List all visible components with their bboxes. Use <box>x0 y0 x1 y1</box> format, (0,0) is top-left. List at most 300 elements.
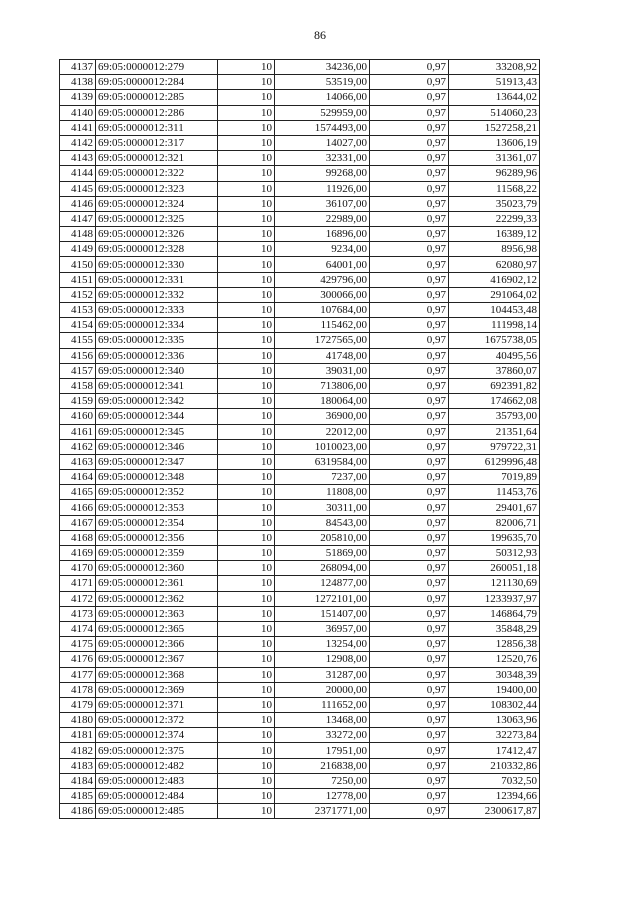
row-number-cell: 4159 <box>60 394 96 409</box>
area-value-cell: 7237,00 <box>275 470 370 485</box>
table-row <box>60 303 540 318</box>
table-row <box>60 439 540 454</box>
cadastral-number-cell: 69:05:0000012:340 <box>96 363 218 378</box>
group-code-cell: 10 <box>218 424 275 439</box>
coefficient-cell: 0,97 <box>370 272 449 287</box>
table-row <box>60 166 540 181</box>
cadastral-number-cell: 69:05:0000012:317 <box>96 135 218 150</box>
table-row <box>60 546 540 561</box>
area-value-cell: 36957,00 <box>275 621 370 636</box>
cadastral-value-cell: 13644,02 <box>449 90 540 105</box>
cadastral-value-cell: 291064,02 <box>449 287 540 302</box>
group-code-cell: 10 <box>218 454 275 469</box>
cadastral-value-cell: 11568,22 <box>449 181 540 196</box>
table-row <box>60 515 540 530</box>
group-code-cell: 10 <box>218 181 275 196</box>
table-row <box>60 287 540 302</box>
cadastral-number-cell: 69:05:0000012:375 <box>96 743 218 758</box>
row-number-cell: 4138 <box>60 75 96 90</box>
row-number-cell: 4164 <box>60 470 96 485</box>
cadastral-number-cell: 69:05:0000012:374 <box>96 728 218 743</box>
area-value-cell: 36107,00 <box>275 196 370 211</box>
cadastral-value-cell: 174662,08 <box>449 394 540 409</box>
row-number-cell: 4147 <box>60 211 96 226</box>
area-value-cell: 268094,00 <box>275 561 370 576</box>
area-value-cell: 53519,00 <box>275 75 370 90</box>
area-value-cell: 7250,00 <box>275 773 370 788</box>
cadastral-number-cell: 69:05:0000012:362 <box>96 591 218 606</box>
coefficient-cell: 0,97 <box>370 470 449 485</box>
coefficient-cell: 0,97 <box>370 561 449 576</box>
cadastral-value-cell: 108302,44 <box>449 697 540 712</box>
cadastral-value-cell: 7019,89 <box>449 470 540 485</box>
table-row <box>60 621 540 636</box>
cadastral-value-cell: 31361,07 <box>449 151 540 166</box>
row-number-cell: 4184 <box>60 773 96 788</box>
cadastral-value-cell: 16389,12 <box>449 227 540 242</box>
group-code-cell: 10 <box>218 166 275 181</box>
cadastral-number-cell: 69:05:0000012:483 <box>96 773 218 788</box>
cadastral-number-cell: 69:05:0000012:352 <box>96 485 218 500</box>
coefficient-cell: 0,97 <box>370 424 449 439</box>
row-number-cell: 4143 <box>60 151 96 166</box>
row-number-cell: 4144 <box>60 166 96 181</box>
row-number-cell: 4177 <box>60 667 96 682</box>
coefficient-cell: 0,97 <box>370 75 449 90</box>
table-row <box>60 591 540 606</box>
cadastral-number-cell: 69:05:0000012:369 <box>96 682 218 697</box>
table-row <box>60 530 540 545</box>
area-value-cell: 180064,00 <box>275 394 370 409</box>
group-code-cell: 10 <box>218 211 275 226</box>
row-number-cell: 4183 <box>60 758 96 773</box>
cadastral-number-cell: 69:05:0000012:324 <box>96 196 218 211</box>
cadastral-value-cell: 11453,76 <box>449 485 540 500</box>
coefficient-cell: 0,97 <box>370 515 449 530</box>
area-value-cell: 429796,00 <box>275 272 370 287</box>
area-value-cell: 13254,00 <box>275 637 370 652</box>
row-number-cell: 4142 <box>60 135 96 150</box>
group-code-cell: 10 <box>218 378 275 393</box>
cadastral-number-cell: 69:05:0000012:342 <box>96 394 218 409</box>
coefficient-cell: 0,97 <box>370 773 449 788</box>
table-row <box>60 333 540 348</box>
cadastral-number-cell: 69:05:0000012:361 <box>96 576 218 591</box>
area-value-cell: 6319584,00 <box>275 454 370 469</box>
area-value-cell: 115462,00 <box>275 318 370 333</box>
coefficient-cell: 0,97 <box>370 439 449 454</box>
cadastral-value-cell: 50312,93 <box>449 546 540 561</box>
area-value-cell: 84543,00 <box>275 515 370 530</box>
table-row <box>60 181 540 196</box>
group-code-cell: 10 <box>218 196 275 211</box>
row-number-cell: 4150 <box>60 257 96 272</box>
group-code-cell: 10 <box>218 439 275 454</box>
cadastral-number-cell: 69:05:0000012:331 <box>96 272 218 287</box>
group-code-cell: 10 <box>218 303 275 318</box>
table-row <box>60 789 540 804</box>
cadastral-value-cell: 22299,33 <box>449 211 540 226</box>
coefficient-cell: 0,97 <box>370 530 449 545</box>
table-row <box>60 606 540 621</box>
cadastral-value-cell: 1233937,97 <box>449 591 540 606</box>
area-value-cell: 713806,00 <box>275 378 370 393</box>
table-row <box>60 105 540 120</box>
group-code-cell: 10 <box>218 120 275 135</box>
area-value-cell: 20000,00 <box>275 682 370 697</box>
row-number-cell: 4148 <box>60 227 96 242</box>
group-code-cell: 10 <box>218 789 275 804</box>
cadastral-number-cell: 69:05:0000012:326 <box>96 227 218 242</box>
coefficient-cell: 0,97 <box>370 637 449 652</box>
group-code-cell: 10 <box>218 151 275 166</box>
cadastral-number-cell: 69:05:0000012:332 <box>96 287 218 302</box>
row-number-cell: 4156 <box>60 348 96 363</box>
cadastral-number-cell: 69:05:0000012:345 <box>96 424 218 439</box>
area-value-cell: 1574493,00 <box>275 120 370 135</box>
area-value-cell: 300066,00 <box>275 287 370 302</box>
coefficient-cell: 0,97 <box>370 363 449 378</box>
cadastral-number-cell: 69:05:0000012:365 <box>96 621 218 636</box>
area-value-cell: 99268,00 <box>275 166 370 181</box>
table-row <box>60 120 540 135</box>
cadastral-number-cell: 69:05:0000012:279 <box>96 60 218 75</box>
table-row <box>60 409 540 424</box>
coefficient-cell: 0,97 <box>370 621 449 636</box>
row-number-cell: 4174 <box>60 621 96 636</box>
area-value-cell: 17951,00 <box>275 743 370 758</box>
group-code-cell: 10 <box>218 621 275 636</box>
table-row <box>60 713 540 728</box>
group-code-cell: 10 <box>218 60 275 75</box>
row-number-cell: 4172 <box>60 591 96 606</box>
area-value-cell: 11808,00 <box>275 485 370 500</box>
cadastral-value-cell: 260051,18 <box>449 561 540 576</box>
cadastral-value-cell: 514060,23 <box>449 105 540 120</box>
group-code-cell: 10 <box>218 728 275 743</box>
row-number-cell: 4170 <box>60 561 96 576</box>
area-value-cell: 1010023,00 <box>275 439 370 454</box>
cadastral-value-cell: 17412,47 <box>449 743 540 758</box>
area-value-cell: 2371771,00 <box>275 804 370 819</box>
cadastral-number-cell: 69:05:0000012:322 <box>96 166 218 181</box>
cadastral-value-cell: 40495,56 <box>449 348 540 363</box>
coefficient-cell: 0,97 <box>370 348 449 363</box>
cadastral-value-cell: 199635,70 <box>449 530 540 545</box>
group-code-cell: 10 <box>218 485 275 500</box>
cadastral-number-cell: 69:05:0000012:328 <box>96 242 218 257</box>
cadastral-value-table <box>59 59 540 819</box>
row-number-cell: 4155 <box>60 333 96 348</box>
table-row <box>60 348 540 363</box>
coefficient-cell: 0,97 <box>370 227 449 242</box>
row-number-cell: 4140 <box>60 105 96 120</box>
group-code-cell: 10 <box>218 697 275 712</box>
group-code-cell: 10 <box>218 272 275 287</box>
row-number-cell: 4171 <box>60 576 96 591</box>
cadastral-number-cell: 69:05:0000012:336 <box>96 348 218 363</box>
group-code-cell: 10 <box>218 530 275 545</box>
row-number-cell: 4137 <box>60 60 96 75</box>
row-number-cell: 4178 <box>60 682 96 697</box>
group-code-cell: 10 <box>218 713 275 728</box>
table-row <box>60 135 540 150</box>
cadastral-number-cell: 69:05:0000012:356 <box>96 530 218 545</box>
table-row <box>60 90 540 105</box>
cadastral-number-cell: 69:05:0000012:347 <box>96 454 218 469</box>
coefficient-cell: 0,97 <box>370 105 449 120</box>
group-code-cell: 10 <box>218 242 275 257</box>
coefficient-cell: 0,97 <box>370 576 449 591</box>
coefficient-cell: 0,97 <box>370 789 449 804</box>
group-code-cell: 10 <box>218 348 275 363</box>
coefficient-cell: 0,97 <box>370 378 449 393</box>
cadastral-number-cell: 69:05:0000012:485 <box>96 804 218 819</box>
cadastral-number-cell: 69:05:0000012:284 <box>96 75 218 90</box>
group-code-cell: 10 <box>218 394 275 409</box>
group-code-cell: 10 <box>218 287 275 302</box>
cadastral-value-cell: 12856,38 <box>449 637 540 652</box>
area-value-cell: 22012,00 <box>275 424 370 439</box>
table-row <box>60 561 540 576</box>
table-row <box>60 363 540 378</box>
area-value-cell: 33272,00 <box>275 728 370 743</box>
cadastral-number-cell: 69:05:0000012:354 <box>96 515 218 530</box>
coefficient-cell: 0,97 <box>370 135 449 150</box>
cadastral-value-cell: 62080,97 <box>449 257 540 272</box>
cadastral-value-cell: 121130,69 <box>449 576 540 591</box>
cadastral-number-cell: 69:05:0000012:311 <box>96 120 218 135</box>
cadastral-number-cell: 69:05:0000012:363 <box>96 606 218 621</box>
coefficient-cell: 0,97 <box>370 485 449 500</box>
row-number-cell: 4180 <box>60 713 96 728</box>
coefficient-cell: 0,97 <box>370 758 449 773</box>
area-value-cell: 111652,00 <box>275 697 370 712</box>
coefficient-cell: 0,97 <box>370 196 449 211</box>
row-number-cell: 4157 <box>60 363 96 378</box>
group-code-cell: 10 <box>218 561 275 576</box>
table-row <box>60 318 540 333</box>
table-row <box>60 758 540 773</box>
group-code-cell: 10 <box>218 758 275 773</box>
coefficient-cell: 0,97 <box>370 151 449 166</box>
area-value-cell: 14066,00 <box>275 90 370 105</box>
coefficient-cell: 0,97 <box>370 120 449 135</box>
table-row <box>60 728 540 743</box>
row-number-cell: 4169 <box>60 546 96 561</box>
area-value-cell: 14027,00 <box>275 135 370 150</box>
area-value-cell: 22989,00 <box>275 211 370 226</box>
cadastral-value-cell: 12394,66 <box>449 789 540 804</box>
cadastral-value-cell: 19400,00 <box>449 682 540 697</box>
cadastral-value-cell: 1675738,05 <box>449 333 540 348</box>
cadastral-value-cell: 33208,92 <box>449 60 540 75</box>
row-number-cell: 4153 <box>60 303 96 318</box>
cadastral-number-cell: 69:05:0000012:360 <box>96 561 218 576</box>
coefficient-cell: 0,97 <box>370 546 449 561</box>
coefficient-cell: 0,97 <box>370 287 449 302</box>
coefficient-cell: 0,97 <box>370 409 449 424</box>
cadastral-number-cell: 69:05:0000012:285 <box>96 90 218 105</box>
coefficient-cell: 0,97 <box>370 500 449 515</box>
cadastral-value-cell: 6129996,48 <box>449 454 540 469</box>
cadastral-value-cell: 37860,07 <box>449 363 540 378</box>
coefficient-cell: 0,97 <box>370 333 449 348</box>
group-code-cell: 10 <box>218 75 275 90</box>
group-code-cell: 10 <box>218 652 275 667</box>
cadastral-number-cell: 69:05:0000012:366 <box>96 637 218 652</box>
cadastral-number-cell: 69:05:0000012:333 <box>96 303 218 318</box>
coefficient-cell: 0,97 <box>370 242 449 257</box>
area-value-cell: 32331,00 <box>275 151 370 166</box>
coefficient-cell: 0,97 <box>370 181 449 196</box>
table-row <box>60 470 540 485</box>
cadastral-value-cell: 2300617,87 <box>449 804 540 819</box>
row-number-cell: 4152 <box>60 287 96 302</box>
row-number-cell: 4146 <box>60 196 96 211</box>
coefficient-cell: 0,97 <box>370 90 449 105</box>
cadastral-value-cell: 21351,64 <box>449 424 540 439</box>
group-code-cell: 10 <box>218 105 275 120</box>
table-row <box>60 196 540 211</box>
cadastral-value-cell: 51913,43 <box>449 75 540 90</box>
cadastral-value-cell: 32273,84 <box>449 728 540 743</box>
area-value-cell: 51869,00 <box>275 546 370 561</box>
table-row <box>60 272 540 287</box>
table-row <box>60 804 540 819</box>
table-row <box>60 257 540 272</box>
group-code-cell: 10 <box>218 500 275 515</box>
cadastral-number-cell: 69:05:0000012:372 <box>96 713 218 728</box>
row-number-cell: 4166 <box>60 500 96 515</box>
cadastral-number-cell: 69:05:0000012:335 <box>96 333 218 348</box>
group-code-cell: 10 <box>218 409 275 424</box>
group-code-cell: 10 <box>218 227 275 242</box>
coefficient-cell: 0,97 <box>370 713 449 728</box>
group-code-cell: 10 <box>218 591 275 606</box>
group-code-cell: 10 <box>218 576 275 591</box>
cadastral-value-cell: 146864,79 <box>449 606 540 621</box>
cadastral-number-cell: 69:05:0000012:353 <box>96 500 218 515</box>
table-row <box>60 227 540 242</box>
cadastral-number-cell: 69:05:0000012:323 <box>96 181 218 196</box>
cadastral-value-cell: 13606,19 <box>449 135 540 150</box>
row-number-cell: 4154 <box>60 318 96 333</box>
cadastral-value-cell: 1527258,21 <box>449 120 540 135</box>
table-row <box>60 378 540 393</box>
row-number-cell: 4165 <box>60 485 96 500</box>
cadastral-number-cell: 69:05:0000012:330 <box>96 257 218 272</box>
group-code-cell: 10 <box>218 773 275 788</box>
cadastral-value-cell: 82006,71 <box>449 515 540 530</box>
area-value-cell: 64001,00 <box>275 257 370 272</box>
row-number-cell: 4139 <box>60 90 96 105</box>
cadastral-number-cell: 69:05:0000012:368 <box>96 667 218 682</box>
coefficient-cell: 0,97 <box>370 60 449 75</box>
table-row <box>60 697 540 712</box>
group-code-cell: 10 <box>218 363 275 378</box>
row-number-cell: 4167 <box>60 515 96 530</box>
cadastral-value-cell: 29401,67 <box>449 500 540 515</box>
cadastral-value-cell: 12520,76 <box>449 652 540 667</box>
area-value-cell: 205810,00 <box>275 530 370 545</box>
cadastral-value-cell: 96289,96 <box>449 166 540 181</box>
coefficient-cell: 0,97 <box>370 804 449 819</box>
area-value-cell: 41748,00 <box>275 348 370 363</box>
table-body <box>60 60 540 819</box>
group-code-cell: 10 <box>218 470 275 485</box>
row-number-cell: 4141 <box>60 120 96 135</box>
row-number-cell: 4186 <box>60 804 96 819</box>
row-number-cell: 4149 <box>60 242 96 257</box>
cadastral-number-cell: 69:05:0000012:344 <box>96 409 218 424</box>
row-number-cell: 4175 <box>60 637 96 652</box>
cadastral-value-cell: 13063,96 <box>449 713 540 728</box>
area-value-cell: 107684,00 <box>275 303 370 318</box>
area-value-cell: 12908,00 <box>275 652 370 667</box>
group-code-cell: 10 <box>218 257 275 272</box>
group-code-cell: 10 <box>218 637 275 652</box>
table-row <box>60 151 540 166</box>
group-code-cell: 10 <box>218 667 275 682</box>
row-number-cell: 4162 <box>60 439 96 454</box>
cadastral-value-cell: 692391,82 <box>449 378 540 393</box>
row-number-cell: 4176 <box>60 652 96 667</box>
group-code-cell: 10 <box>218 135 275 150</box>
area-value-cell: 151407,00 <box>275 606 370 621</box>
table-row <box>60 485 540 500</box>
cadastral-value-cell: 35023,79 <box>449 196 540 211</box>
table-row <box>60 743 540 758</box>
row-number-cell: 4163 <box>60 454 96 469</box>
row-number-cell: 4173 <box>60 606 96 621</box>
group-code-cell: 10 <box>218 743 275 758</box>
row-number-cell: 4185 <box>60 789 96 804</box>
group-code-cell: 10 <box>218 90 275 105</box>
coefficient-cell: 0,97 <box>370 667 449 682</box>
table-row <box>60 75 540 90</box>
coefficient-cell: 0,97 <box>370 652 449 667</box>
group-code-cell: 10 <box>218 804 275 819</box>
table-row <box>60 682 540 697</box>
table-row <box>60 394 540 409</box>
table-row <box>60 454 540 469</box>
area-value-cell: 11926,00 <box>275 181 370 196</box>
table-row <box>60 637 540 652</box>
group-code-cell: 10 <box>218 318 275 333</box>
row-number-cell: 4161 <box>60 424 96 439</box>
cadastral-value-cell: 111998,14 <box>449 318 540 333</box>
area-value-cell: 1272101,00 <box>275 591 370 606</box>
row-number-cell: 4182 <box>60 743 96 758</box>
coefficient-cell: 0,97 <box>370 454 449 469</box>
row-number-cell: 4145 <box>60 181 96 196</box>
cadastral-number-cell: 69:05:0000012:371 <box>96 697 218 712</box>
coefficient-cell: 0,97 <box>370 697 449 712</box>
cadastral-number-cell: 69:05:0000012:484 <box>96 789 218 804</box>
area-value-cell: 30311,00 <box>275 500 370 515</box>
cadastral-number-cell: 69:05:0000012:359 <box>96 546 218 561</box>
cadastral-value-cell: 104453,48 <box>449 303 540 318</box>
cadastral-number-cell: 69:05:0000012:367 <box>96 652 218 667</box>
group-code-cell: 10 <box>218 515 275 530</box>
coefficient-cell: 0,97 <box>370 743 449 758</box>
row-number-cell: 4179 <box>60 697 96 712</box>
cadastral-value-cell: 30348,39 <box>449 667 540 682</box>
table-row <box>60 424 540 439</box>
cadastral-value-cell: 979722,31 <box>449 439 540 454</box>
table-row <box>60 576 540 591</box>
